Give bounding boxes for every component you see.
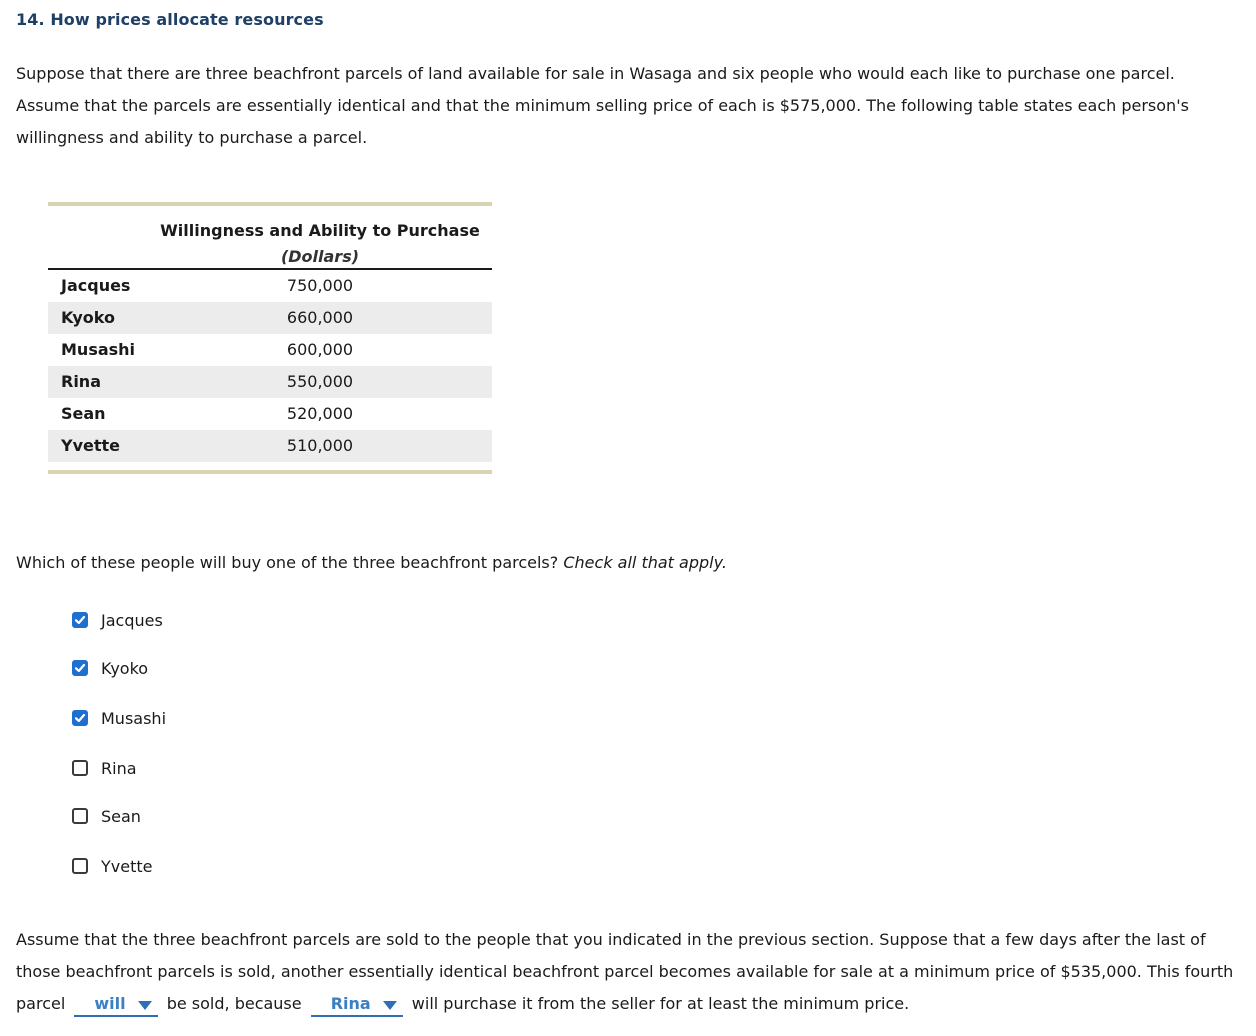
will-dropdown[interactable]	[74, 993, 157, 1017]
table-row	[48, 398, 492, 430]
option-label: Jacques	[101, 611, 163, 630]
row-value: 520,000	[286, 404, 354, 423]
option-label: Sean	[101, 807, 141, 826]
checkbox[interactable]	[72, 612, 88, 628]
row-name: Rina	[61, 372, 101, 391]
table-header-title: Willingness and Ability to Purchase	[160, 221, 480, 240]
table-row	[48, 270, 492, 302]
checkmark-icon	[74, 712, 86, 724]
checkmark-icon	[74, 662, 86, 674]
checkbox[interactable]	[72, 808, 88, 824]
row-value: 550,000	[286, 372, 354, 391]
row-name: Musashi	[61, 340, 136, 359]
row-name: Jacques	[61, 276, 131, 295]
checkmark-icon	[74, 614, 86, 626]
intro-paragraph: Suppose that there are three beachfront parcels of land available for sale in Wasaga and six people who would each like to purchase one parcel. Assume that the parcels are essentially identical and that the minimum selling price of each is $575,000. The following table states each person's willingness and ability to purchase a parcel.	[16, 64, 1189, 147]
dropdown-arrow-icon	[383, 1001, 397, 1010]
table-header	[48, 206, 492, 270]
row-value: 750,000	[286, 276, 354, 295]
option-label: Yvette	[101, 857, 153, 876]
buyer-dropdown-value: Rina	[330, 994, 371, 1013]
table-bottom-rule	[48, 470, 492, 474]
option-label: Musashi	[101, 709, 167, 728]
option-label: Kyoko	[101, 659, 149, 678]
part2-text-middle: be sold, because	[166, 994, 302, 1013]
table-row	[48, 302, 492, 334]
question-title: 14. How prices allocate resources	[16, 10, 324, 29]
part2-text-after: will purchase it from the seller for at least the minimum price.	[411, 994, 910, 1013]
question-instruction: Check all that apply.	[563, 553, 727, 572]
table-row	[48, 430, 492, 462]
part2-text-before: Assume that the three beachfront parcels are sold to the people that you indicated in the previous section. Suppose that a few days after the last of those beachfront parcels is sold, another essentially identical beachfront parcel becomes available for sale at a minimum price of $535,000. This fourth parcel	[16, 930, 1234, 1013]
table-row	[48, 334, 492, 366]
row-value: 600,000	[286, 340, 354, 359]
row-value: 660,000	[286, 308, 354, 327]
checkbox[interactable]	[72, 858, 88, 874]
buyer-dropdown[interactable]	[311, 993, 403, 1017]
question-prompt	[16, 553, 727, 572]
checkbox[interactable]	[72, 760, 88, 776]
will-dropdown-value: will	[94, 994, 126, 1013]
table-row	[48, 366, 492, 398]
checkbox[interactable]	[72, 660, 88, 676]
row-value: 510,000	[286, 436, 354, 455]
row-name: Yvette	[61, 436, 121, 455]
willingness-table	[48, 202, 492, 474]
dropdown-arrow-icon	[138, 1001, 152, 1010]
row-name: Kyoko	[61, 308, 115, 327]
question-text: Which of these people will buy one of the three beachfront parcels?	[16, 553, 559, 572]
table-header-units: (Dollars)	[280, 247, 360, 266]
row-name: Sean	[61, 404, 106, 423]
part2-paragraph	[16, 924, 1244, 1020]
option-label: Rina	[101, 759, 137, 778]
checkbox[interactable]	[72, 710, 88, 726]
